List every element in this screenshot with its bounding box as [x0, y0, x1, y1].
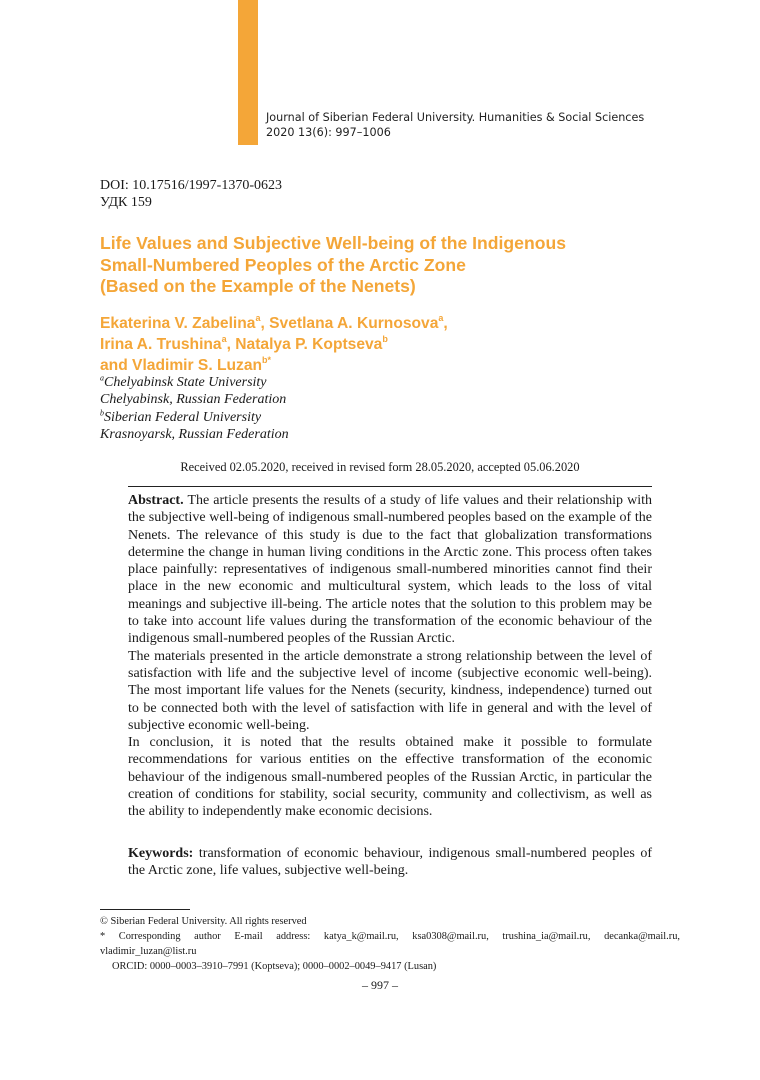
author-affiliation-mark: a: [438, 312, 444, 323]
journal-issue: 2020 13(6): 997–1006: [266, 126, 391, 139]
author-name: Ekaterina V. Zabelina: [100, 315, 256, 332]
title-line-1: Life Values and Subjective Well-being of the Indigenous: [100, 233, 566, 253]
affiliation-org: $^a$Chelyabinsk State University: [100, 373, 267, 390]
author-separator: ,: [260, 315, 270, 332]
footnote-divider: [100, 909, 190, 910]
abstract: [128, 492, 652, 821]
author-separator: ,: [443, 315, 448, 332]
affiliation-org: $^b$Siberian Federal University: [100, 407, 262, 425]
title-line-2: Small-Numbered Peoples of the Arctic Zone: [100, 254, 466, 275]
author-affiliation-mark: b*: [262, 354, 272, 365]
abstract-label: Abstract.: [128, 493, 184, 508]
keywords-text: transformation of economic behaviour, indigenous small-numbered peoples of the Arctic zone, life values, subjective well-being.: [128, 846, 653, 879]
copyright-note: © Siberian Federal University. All rights reserved: [100, 916, 307, 927]
title-line-3: (Based on the Example of the Nenets): [100, 276, 416, 296]
author-line-1: [100, 313, 520, 334]
abstract-paragraph-1: Abstract. The article presents the results of a study of life values and their relationship with the subjective well-being of indigenous small-numbered peoples based on the example of the Nenets. The relevance of this study is due to the fact that globalization transformations determine the change in human living conditions in the Arctic zone. This process often takes place painfully: representatives of indigenous small-numbered minorities cannot find their place in the new economic and multicultural system, which leads to the loss of vital meanings and subjective ill-being. The article notes that the solution to this problem may be to take into account life values during the transformation of the economic behaviour of the indigenous small-numbered peoples of the Russian Arctic.: [128, 493, 653, 647]
abstract-paragraph-3: In conclusion, it is noted that the results obtained make it possible to formulate recommendations for various entities on the effective transformation of the economic behaviour of the indigenous small-numbered peoples of the Russian Arctic, in particular the creation of conditions for stability, social security, community and collectivism, as well as the ability to independently make economic decisions.: [128, 735, 652, 820]
affiliation-place: Krasnoyarsk, Russian Federation: [100, 426, 289, 442]
orcid-note: ORCID: 0000–0003–3910–7991 (Koptseva); 0000–0002–0049–9417 (Lusan): [112, 961, 437, 972]
footnotes: [100, 914, 680, 974]
abstract-paragraph-2: The materials presented in the article demonstrate a strong relationship between the level of satisfaction with life and the subjective level of income (subjective economic well-being). The most important life values for the Nenets (security, kindness, independence) turned out to be connected both with the level of satisfaction with life in general and with the level of subjective economic well-being.: [128, 648, 652, 733]
author-line-3: [100, 355, 520, 376]
author-affiliation-mark: b: [382, 333, 388, 344]
affiliation-mark: a: [100, 373, 104, 383]
author-name: Irina A. Trushina: [100, 336, 222, 353]
author-affiliation-mark: a: [255, 312, 261, 323]
keywords-label: Keywords:: [128, 846, 194, 861]
affiliations: [100, 374, 289, 443]
received-dates: Received 02.05.2020, received in revised form 28.05.2020, accepted 05.06.2020: [180, 460, 580, 474]
article-title: [100, 233, 660, 298]
keywords: [128, 845, 652, 880]
affiliation-mark: b: [100, 407, 104, 417]
journal-name: Journal of Siberian Federal University. Humanities & Social Sciences: [266, 111, 645, 124]
author-affiliation-mark: a: [221, 333, 227, 344]
doi-line: DOI: 10.17516/1997-1370-0623: [100, 178, 282, 193]
author-list: [100, 313, 520, 376]
article-identifiers: [100, 177, 282, 211]
page-number: – 997 –: [362, 978, 398, 992]
author-name: and Vladimir S. Luzan: [100, 357, 263, 374]
affiliation-place: Chelyabinsk, Russian Federation: [100, 392, 287, 408]
author-name: Natalya P. Koptseva: [235, 336, 383, 353]
udk-line: УДК 159: [100, 195, 152, 210]
journal-accent-bar: [238, 0, 258, 145]
author-line-2: [100, 334, 520, 355]
author-name: Svetlana A. Kurnosova: [269, 315, 439, 332]
corresponding-author-note: * Corresponding author E-mail address: katya_k@mail.ru, ksa0308@mail.ru, trushina_ia@mail.ru, decanka@mail.ru, vladimir_luzan@list.ru: [100, 931, 680, 957]
journal-header: [266, 110, 644, 140]
author-separator: ,: [226, 336, 236, 353]
abstract-divider: [128, 486, 652, 487]
